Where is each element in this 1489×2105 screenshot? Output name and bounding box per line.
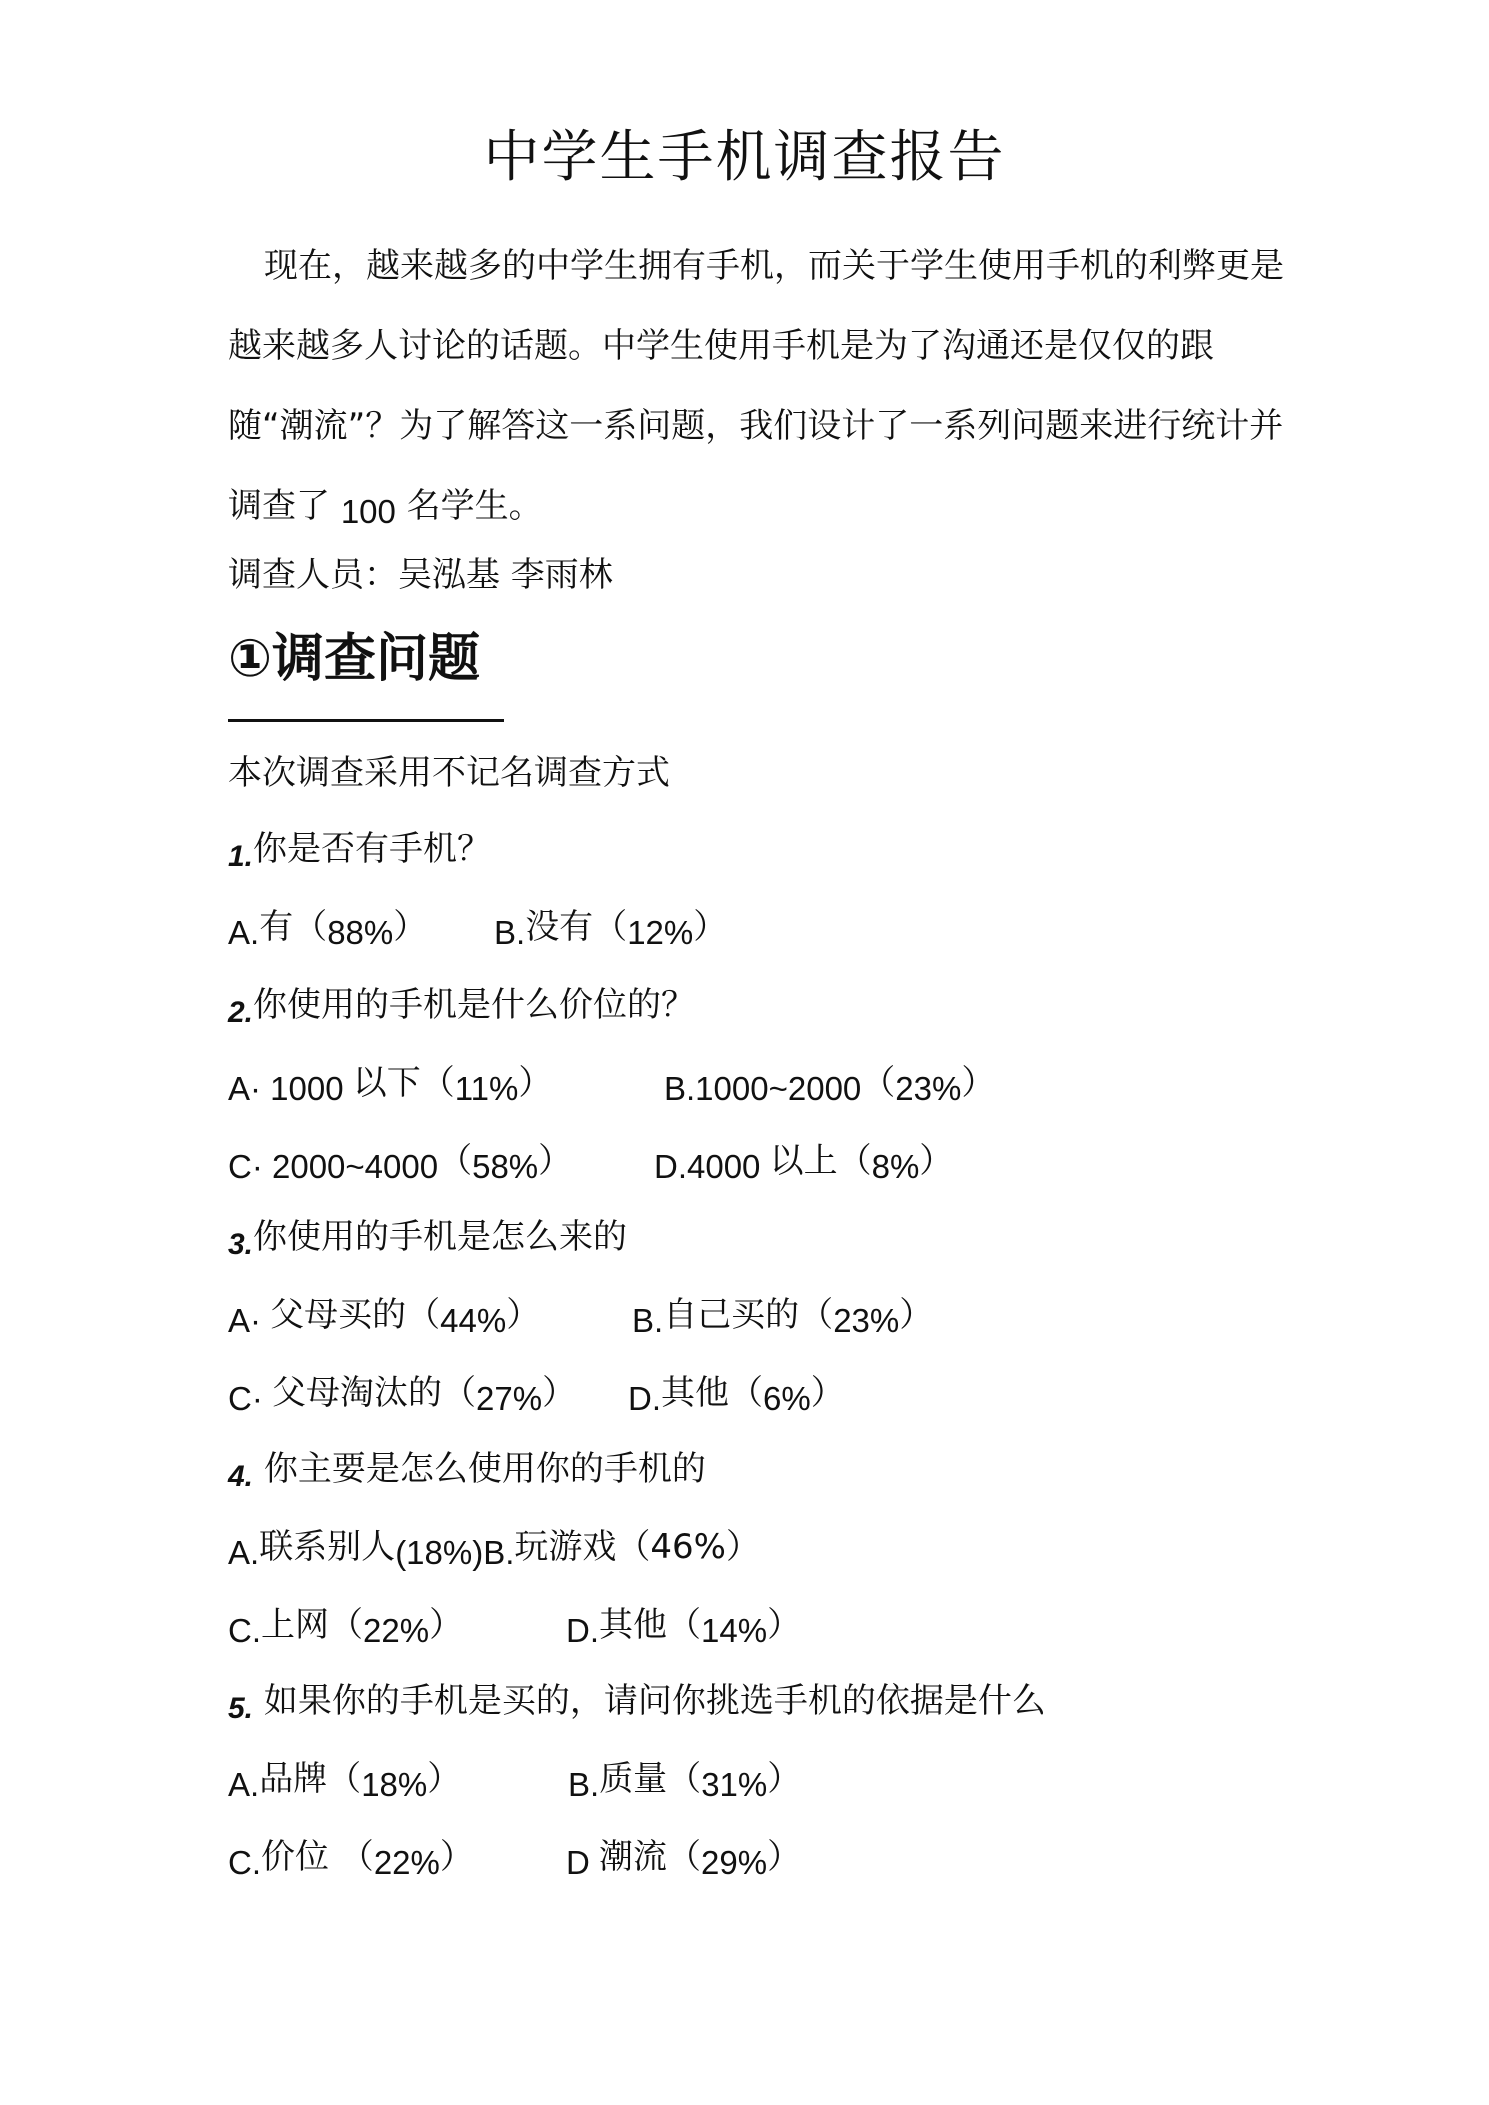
option-label: C· 2000~4000 <box>228 1148 439 1185</box>
section-heading: ①调查问题 <box>228 629 481 689</box>
section-underline <box>228 719 504 722</box>
option-label: D. <box>628 1380 661 1417</box>
option-text: 自己买的（ <box>663 1295 834 1335</box>
option-label: B. <box>568 1766 600 1803</box>
option-text: 没有（ <box>525 907 628 947</box>
option-close: ） <box>919 1141 954 1181</box>
option-label: D. <box>566 1612 599 1649</box>
option-close: ） <box>506 1295 541 1335</box>
option-label: B. <box>494 914 526 951</box>
option-percent: 58% <box>472 1148 539 1185</box>
option-3c <box>228 1368 576 1418</box>
question-number: 3. <box>228 1228 254 1261</box>
option-text-b: 玩游戏（46%） <box>514 1527 760 1567</box>
option-close: ） <box>767 1837 802 1877</box>
question-2 <box>228 980 695 1032</box>
option-text: 价位 （ <box>261 1837 374 1877</box>
option-close: ） <box>810 1373 845 1413</box>
option-3d <box>628 1368 845 1418</box>
option-close: ） <box>427 1759 462 1799</box>
option-3a <box>228 1290 540 1340</box>
option-label: D.4000 <box>654 1148 770 1185</box>
question-5 <box>228 1676 1046 1728</box>
question-number: 5. <box>228 1692 254 1725</box>
option-label: C. <box>228 1612 261 1649</box>
option-4ab <box>228 1522 760 1572</box>
option-text: 父母买的（ <box>270 1295 441 1335</box>
option-close: ） <box>899 1295 934 1335</box>
survey-method: 本次调查采用不记名调查方式 <box>228 753 670 793</box>
option-label: B. <box>632 1302 664 1339</box>
option-2a <box>228 1058 552 1108</box>
option-label: A· 1000 <box>228 1070 353 1107</box>
option-percent: 18% <box>361 1766 428 1803</box>
option-4c <box>228 1600 463 1650</box>
option-text: 潮流（ <box>599 1837 701 1877</box>
option-1a <box>228 902 427 952</box>
option-text: 联系别人 <box>259 1527 396 1567</box>
option-text: 其他（ <box>599 1605 701 1645</box>
question-number: 2. <box>228 996 254 1029</box>
option-text: （ <box>438 1141 473 1181</box>
option-label: C. <box>228 1844 261 1881</box>
question-4 <box>228 1444 706 1496</box>
report-title: 中学生手机调查报告 <box>483 125 1006 190</box>
option-text: 其他（ <box>661 1373 763 1413</box>
option-percent: 31% <box>701 1766 768 1803</box>
option-2b <box>664 1058 995 1108</box>
option-5a <box>228 1754 461 1804</box>
option-close: ） <box>693 907 728 947</box>
intro-text: 现在，越来越多的中学生拥有手机，而关于学生使用手机的利弊更是越来越多人讨论的话题。中学生使用手机是为了沟通还是仅仅的跟随“潮流”？为了解答这一系问题，我们设计了一系列问题来进行统计并调查了 <box>228 246 1284 526</box>
option-percent: (18%)B. <box>395 1534 515 1571</box>
option-text: 父母淘汰的（ <box>272 1373 476 1413</box>
option-text: 有（ <box>259 907 328 947</box>
intro-paragraph <box>228 226 1288 546</box>
option-percent: 8% <box>871 1148 920 1185</box>
intro-text-end: 名学生。 <box>395 486 543 526</box>
option-percent: 88% <box>327 914 394 951</box>
intro-number: 100 <box>340 493 396 530</box>
option-percent: 23% <box>895 1070 962 1107</box>
option-percent: 11% <box>454 1070 519 1107</box>
option-percent: 6% <box>763 1380 811 1417</box>
option-close: ） <box>429 1605 464 1645</box>
question-text: 你使用的手机是什么价位的？ <box>253 985 696 1025</box>
question-3 <box>228 1212 627 1264</box>
option-percent: 23% <box>833 1302 900 1339</box>
option-5d <box>566 1832 801 1882</box>
option-text: 质量（ <box>599 1759 702 1799</box>
option-label: A. <box>228 1766 260 1803</box>
option-5b <box>568 1754 801 1804</box>
option-close: ） <box>439 1837 474 1877</box>
option-text: 上网（ <box>261 1605 363 1645</box>
question-text: 你是否有手机？ <box>253 829 492 869</box>
option-label: B.1000~2000 <box>664 1070 862 1107</box>
option-close: ） <box>538 1141 573 1181</box>
option-percent: 29% <box>701 1844 768 1881</box>
option-text: （ <box>861 1063 896 1103</box>
option-close: ） <box>542 1373 577 1413</box>
option-2d <box>654 1136 953 1186</box>
option-close: ） <box>767 1759 802 1799</box>
option-text: 品牌（ <box>259 1759 362 1799</box>
question-text: 如果你的手机是买的，请问你挑选手机的依据是什么 <box>253 1681 1046 1721</box>
option-percent: 27% <box>476 1380 543 1417</box>
question-text: 你使用的手机是怎么来的 <box>253 1217 628 1257</box>
option-text: 以下（ <box>352 1063 455 1103</box>
option-close: ） <box>767 1605 802 1645</box>
question-1 <box>228 824 491 876</box>
option-label: A. <box>228 914 260 951</box>
option-percent: 44% <box>440 1302 507 1339</box>
option-label: C· <box>228 1380 272 1417</box>
option-3b <box>632 1290 933 1340</box>
option-close: ） <box>518 1063 553 1103</box>
option-label: D <box>566 1844 599 1881</box>
question-number: 4. <box>228 1460 254 1493</box>
option-4d <box>566 1600 801 1650</box>
option-percent: 12% <box>627 914 694 951</box>
investigators-line: 调查人员：吴泓基 李雨林 <box>228 555 613 595</box>
option-5c <box>228 1832 474 1882</box>
option-2c <box>228 1136 572 1186</box>
option-close: ） <box>961 1063 996 1103</box>
option-close: ） <box>393 907 428 947</box>
option-percent: 14% <box>701 1612 768 1649</box>
option-label: A. <box>228 1534 260 1571</box>
option-text: 以上（ <box>769 1141 872 1181</box>
question-text: 你主要是怎么使用你的手机的 <box>253 1449 706 1489</box>
option-percent: 22% <box>373 1844 440 1881</box>
option-percent: 22% <box>363 1612 430 1649</box>
question-number: 1. <box>228 840 254 873</box>
option-label: A· <box>228 1302 271 1339</box>
option-1b <box>494 902 727 952</box>
